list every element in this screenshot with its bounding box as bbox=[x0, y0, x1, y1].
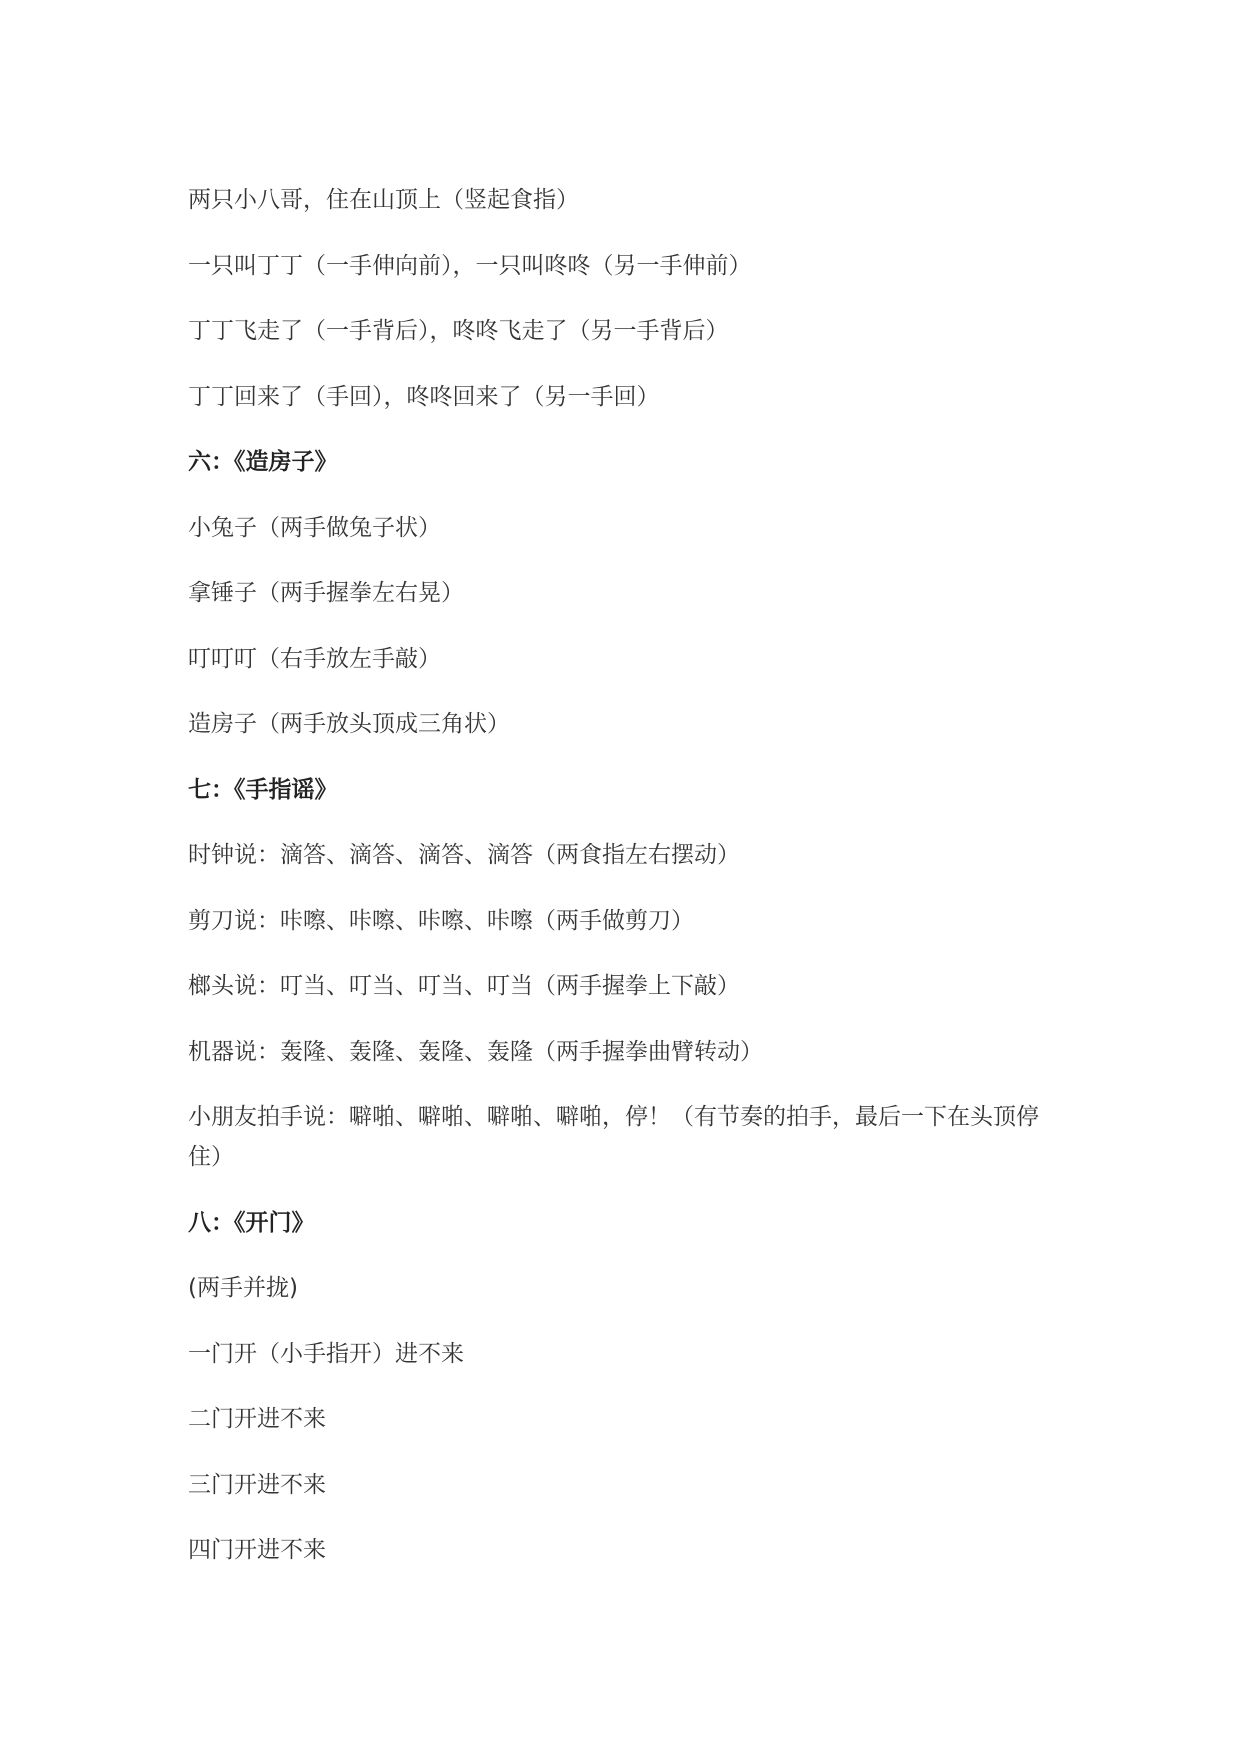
paragraph: 时钟说：滴答、滴答、滴答、滴答（两食指左右摆动） bbox=[188, 842, 740, 868]
document-page bbox=[188, 180, 1058, 1596]
paragraph: 三门开进不来 bbox=[188, 1471, 326, 1498]
paragraph: 造房子（两手放头顶成三角状） bbox=[188, 711, 510, 737]
paragraph: 剪刀说：咔嚓、咔嚓、咔嚓、咔嚓（两手做剪刀） bbox=[188, 907, 694, 934]
paragraph: 叮叮叮（右手放左手敲） bbox=[188, 645, 441, 672]
paragraph: 小兔子（两手做兔子状） bbox=[188, 514, 441, 541]
paragraph: (两手并拢) bbox=[188, 1275, 298, 1301]
paragraph: 四门开进不来 bbox=[188, 1537, 326, 1563]
paragraph: 拿锤子（两手握拳左右晃） bbox=[188, 580, 464, 606]
paragraph: 小朋友拍手说：噼啪、噼啪、噼啪、噼啪，停！（有节奏的拍手，最后一下在头顶停住） bbox=[188, 1104, 1039, 1170]
section-heading: 六：《造房子》 bbox=[188, 449, 338, 475]
paragraph: 一只叫丁丁（一手伸向前），一只叫咚咚（另一手伸前） bbox=[188, 252, 752, 279]
paragraph: 两只小八哥，住在山顶上（竖起食指） bbox=[188, 187, 579, 213]
paragraph: 丁丁飞走了（一手背后），咚咚飞走了（另一手背后） bbox=[188, 318, 729, 344]
section-heading: 七：《手指谣》 bbox=[188, 776, 338, 803]
paragraph: 机器说：轰隆、轰隆、轰隆、轰隆（两手握拳曲臂转动） bbox=[188, 1038, 763, 1065]
paragraph: 丁丁回来了（手回），咚咚回来了（另一手回） bbox=[188, 383, 660, 410]
section-heading: 八：《开门》 bbox=[188, 1209, 315, 1236]
paragraph: 榔头说：叮当、叮当、叮当、叮当（两手握拳上下敲） bbox=[188, 973, 740, 999]
paragraph: 二门开进不来 bbox=[188, 1406, 326, 1432]
paragraph: 一门开（小手指开）进不来 bbox=[188, 1340, 464, 1367]
